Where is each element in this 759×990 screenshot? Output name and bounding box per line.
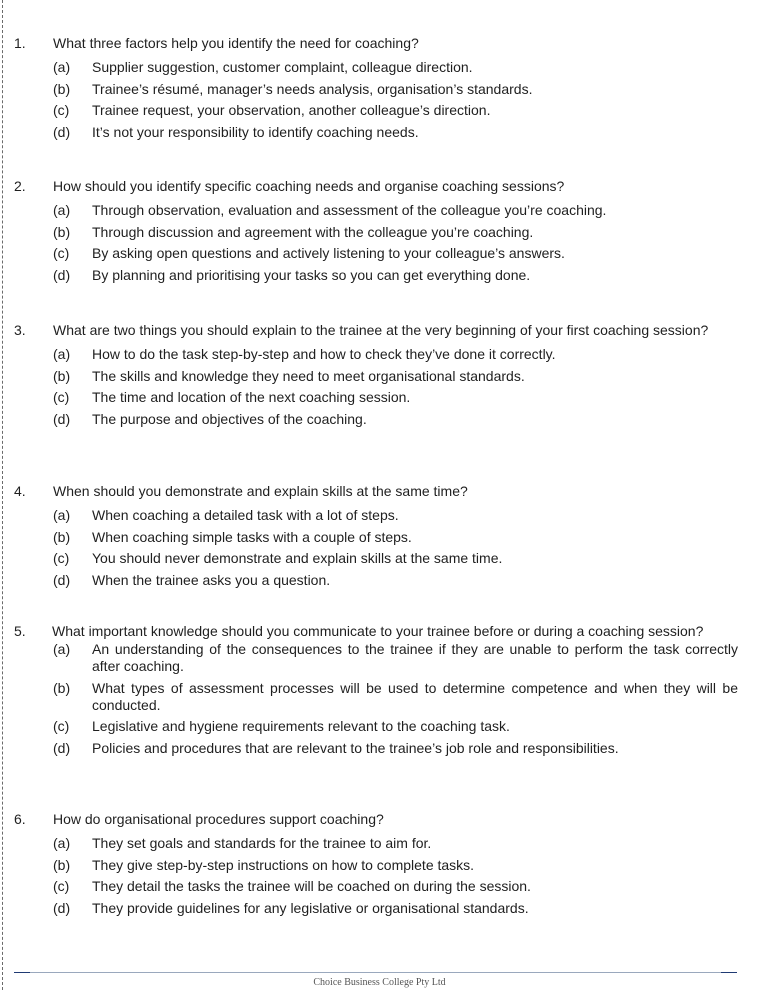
option-letter: (b) [53,528,71,545]
option-text: An understanding of the consequences to the trainee if they are unable to perform the task correctly after coaching. [92,641,738,674]
option-letter: (d) [53,899,71,916]
option-text: The time and location of the next coaching session. [92,389,411,406]
option-letter: (c) [53,389,70,406]
question-number: 1. [14,35,26,51]
option-letter: (a) [53,346,71,362]
option-letter: (b) [53,856,71,873]
option-letter: (a) [53,507,71,523]
answer-option-c[interactable] [14,102,738,119]
question-text: When should you demonstrate and explain skills at the same time? [53,483,468,499]
answer-option-d[interactable] [14,267,738,284]
option-letter: (b) [53,679,71,696]
option-letter: (c) [53,245,70,262]
answer-option-c[interactable] [14,245,738,262]
option-text: They provide guidelines for any legislative or organisational standards. [92,899,529,916]
question-text: How should you identify specific coaching needs and organise coaching sessions? [53,178,565,194]
option-letter: (d) [53,571,71,588]
option-letter: (d) [53,410,71,427]
option-text: When coaching simple tasks with a couple of steps. [92,528,412,545]
option-letter: (b) [53,80,71,97]
question-1 [14,35,738,141]
question-number: 4. [14,483,26,499]
answer-option-c[interactable] [14,718,738,735]
option-letter: (c) [53,102,70,119]
option-text: Supplier suggestion, customer complaint, colleague direction. [92,59,473,75]
option-text: What types of assessment processes will be used to determine competence and when they will be conducted. [92,679,738,713]
footer-divider-left-accent [14,972,30,973]
answer-option-d[interactable] [14,900,738,917]
answer-option-d[interactable] [14,740,738,757]
answer-option-b[interactable] [14,368,738,385]
question-4 [14,483,738,589]
answer-options [14,346,738,428]
option-letter: (d) [53,123,71,140]
option-text: By planning and prioritising your tasks so you can get everything done. [92,266,531,283]
question-number: 2. [14,178,26,194]
answer-option-a[interactable] [14,835,738,852]
option-letter: (d) [53,739,71,756]
question-text: What three factors help you identify the need for coaching? [53,35,419,51]
answer-option-d[interactable] [14,124,738,141]
option-text: Trainee’s résumé, manager’s needs analysis, organisation’s standards. [92,80,533,97]
option-letter: (a) [53,641,71,657]
option-text: They give step-by-step instructions on how to complete tasks. [92,856,475,873]
question-number: 6. [14,811,26,827]
answer-options [14,59,738,141]
answer-option-a[interactable] [14,202,738,219]
question-5 [14,623,738,757]
option-text: They set goals and standards for the trainee to aim for. [92,835,432,851]
answer-option-b[interactable] [14,81,738,98]
question-6 [14,811,738,917]
answer-option-d[interactable] [14,572,738,589]
option-text: You should never demonstrate and explain skills at the same time. [92,550,503,567]
option-letter: (b) [53,367,71,384]
answer-option-a[interactable] [14,507,738,524]
option-letter: (a) [53,835,71,851]
question-3 [14,322,738,428]
answer-option-b[interactable] [14,680,738,714]
answer-options [14,202,738,284]
footer-divider-right-accent [721,972,737,973]
option-text: Through observation, evaluation and assessment of the colleague you’re coaching. [92,202,607,218]
answer-option-a[interactable] [14,641,738,675]
question-2 [14,178,738,284]
option-text: By asking open questions and actively listening to your colleague’s answers. [92,245,565,262]
option-text: It’s not your responsibility to identify coaching needs. [92,123,419,140]
answer-options [14,641,738,757]
answer-option-b[interactable] [14,224,738,241]
answer-option-d[interactable] [14,411,738,428]
answer-options [14,835,738,917]
option-text: Policies and procedures that are relevant to the trainee’s job role and responsibilities. [92,739,619,756]
option-text: Through discussion and agreement with the colleague you’re coaching. [92,223,534,240]
option-text: How to do the task step-by-step and how to check they’ve done it correctly. [92,346,556,362]
option-letter: (c) [53,550,70,567]
answer-option-a[interactable] [14,346,738,363]
answer-option-b[interactable] [14,857,738,874]
question-text: How do organisational procedures support coaching? [53,811,384,827]
page-margin-rule [2,0,3,990]
answer-option-a[interactable] [14,59,738,76]
option-letter: (a) [53,59,71,75]
option-text: Trainee request, your observation, another colleague’s direction. [92,102,491,119]
question-number: 3. [14,322,26,338]
answer-option-c[interactable] [14,550,738,567]
option-letter: (c) [53,718,70,735]
option-letter: (a) [53,202,71,218]
footer-divider [14,972,737,973]
option-text: Legislative and hygiene requirements relevant to the coaching task. [92,718,510,735]
option-text: When the trainee asks you a question. [92,571,331,588]
answer-options [14,507,738,589]
answer-option-c[interactable] [14,389,738,406]
option-text: They detail the tasks the trainee will be coached on during the session. [92,878,531,895]
answer-option-c[interactable] [14,878,738,895]
question-number: 5. [14,623,26,639]
footer-publisher: Choice Business College Pty Ltd [313,977,446,988]
option-letter: (b) [53,223,71,240]
option-text: The skills and knowledge they need to meet organisational standards. [92,367,525,384]
question-text: What important knowledge should you communicate to your trainee before or during a coaching session? [52,623,704,639]
option-letter: (d) [53,266,71,283]
option-letter: (c) [53,878,70,895]
option-text: When coaching a detailed task with a lot of steps. [92,507,399,523]
answer-option-b[interactable] [14,529,738,546]
question-text: What are two things you should explain to the trainee at the very beginning of your first coaching session? [53,322,709,338]
option-text: The purpose and objectives of the coaching. [92,410,367,427]
